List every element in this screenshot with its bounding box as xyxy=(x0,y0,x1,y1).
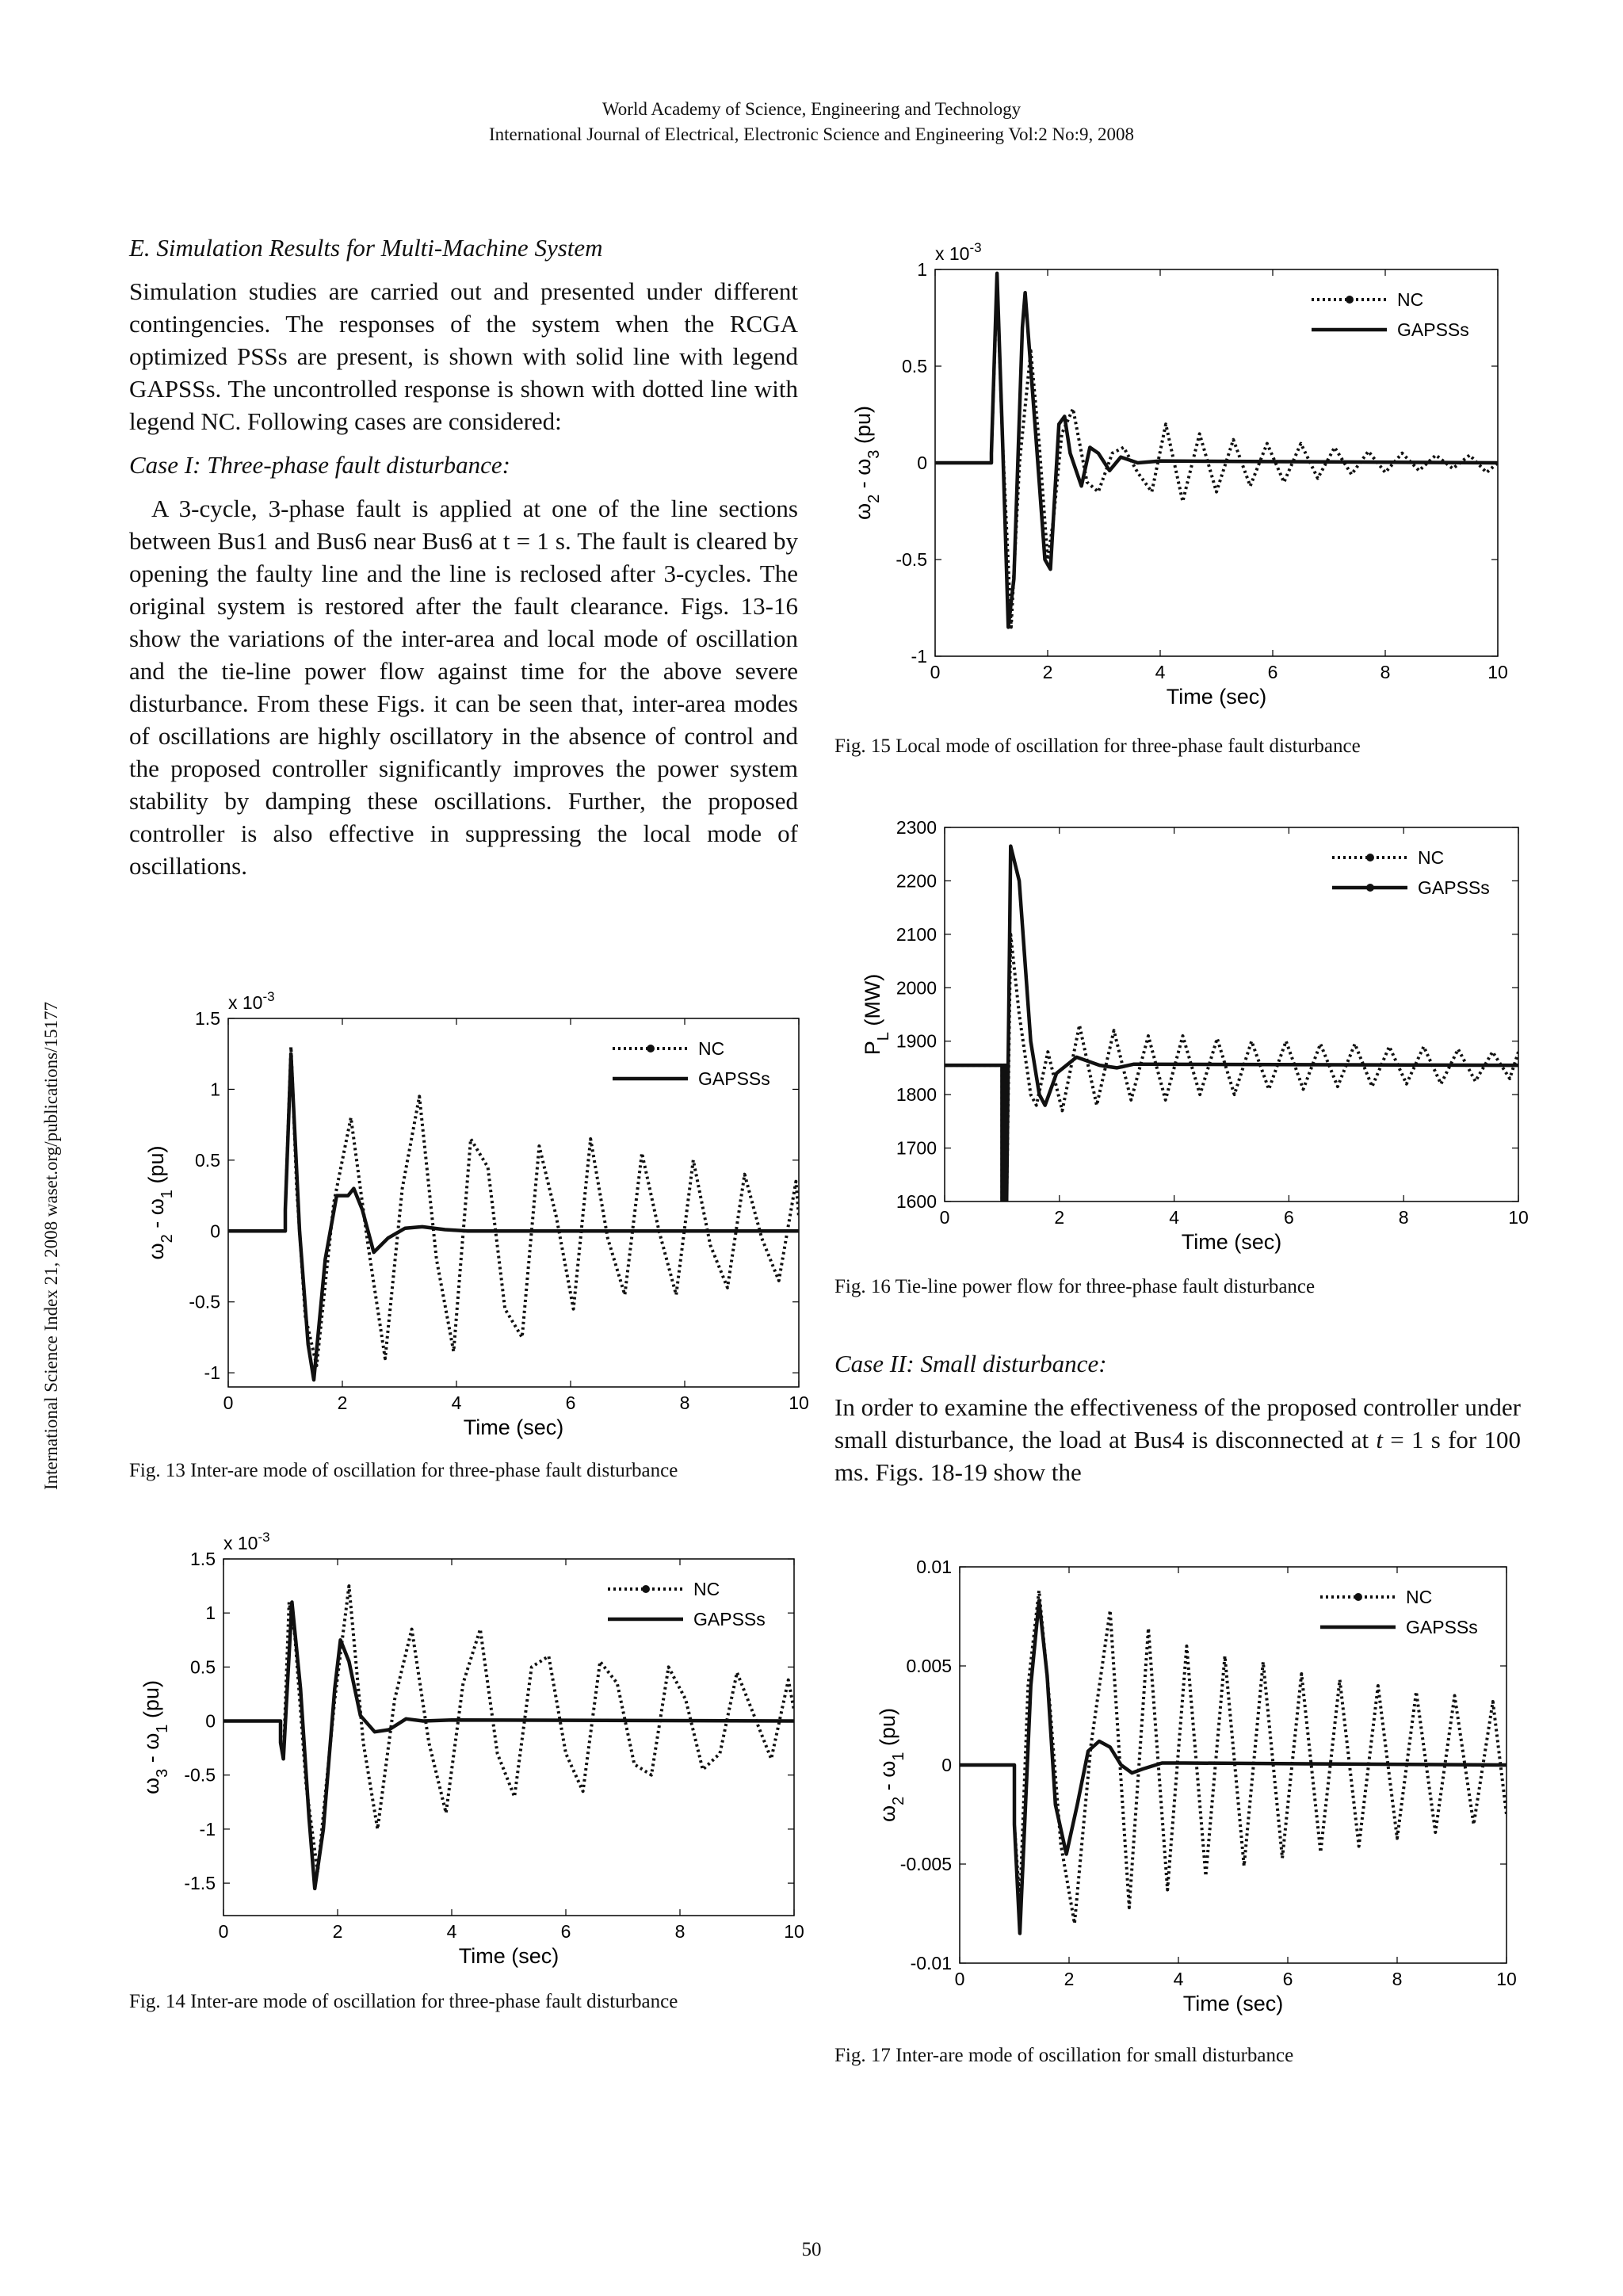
x-tick-label: 2 xyxy=(337,1392,348,1413)
y-tick-label: -1.5 xyxy=(184,1873,216,1894)
case2-heading: Case II: Small disturbance: xyxy=(834,1350,1107,1377)
legend-marker xyxy=(1366,854,1374,861)
y-axis-label: $\omega_2 - \omega_1$ (pu) xyxy=(876,1708,907,1822)
x-tick-label: 2 xyxy=(1054,1207,1065,1228)
y-tick-label: 2100 xyxy=(896,923,937,945)
figure-15-caption: Fig. 15 Local mode of oscillation for three-phase fault disturbance xyxy=(834,735,1361,757)
legend-label-gapsss: GAPSSs xyxy=(1406,1617,1478,1637)
series-line-nc xyxy=(228,1047,799,1366)
x-tick-label: 4 xyxy=(1173,1969,1184,1989)
series-line-gapsss xyxy=(960,1601,1507,1934)
right-column-text xyxy=(834,1347,1521,1499)
figure-16-chart xyxy=(846,810,1529,1274)
y-axis-label: $\omega_3 - \omega_1$ (pu) xyxy=(139,1680,171,1794)
series-line-gapsss xyxy=(228,1054,799,1380)
x-axis-label: Time (sec) xyxy=(1166,685,1267,709)
exponent-label: x $10^{-3}$ xyxy=(935,240,982,264)
y-tick-label: 1.5 xyxy=(190,1549,216,1569)
x-tick-label: 4 xyxy=(451,1392,462,1413)
x-tick-label: 8 xyxy=(679,1392,690,1413)
figure-13-chart xyxy=(135,979,808,1458)
y-tick-label: 1 xyxy=(205,1603,216,1624)
figure-13-caption: Fig. 13 Inter-are mode of oscillation for three-phase fault disturbance xyxy=(129,1460,678,1481)
x-tick-label: 6 xyxy=(560,1921,571,1942)
y-tick-label: 1600 xyxy=(896,1191,937,1212)
x-tick-label: 6 xyxy=(565,1392,576,1413)
figure-14-chart xyxy=(135,1526,808,1989)
figure-17-caption: Fig. 17 Inter-are mode of oscillation for small disturbance xyxy=(834,2045,1294,2066)
legend-marker xyxy=(647,1045,655,1052)
y-tick-label: 0 xyxy=(917,453,927,473)
x-tick-label: 10 xyxy=(1508,1207,1529,1228)
x-tick-label: 4 xyxy=(1169,1207,1179,1228)
fig16-svg xyxy=(846,810,1529,1274)
x-tick-label: 10 xyxy=(1487,662,1508,682)
y-axis-label: $P_L$ (MW) xyxy=(861,973,892,1056)
exponent-label: x $10^{-3}$ xyxy=(228,989,275,1013)
y-axis-label: $\omega_2 - \omega_3$ (pu) xyxy=(851,406,883,520)
header-line-2: International Journal of Electrical, Electronic Science and Engineering Vol:2 No:9, 2008 xyxy=(488,124,1135,144)
legend-label-nc: NC xyxy=(1397,289,1424,310)
y-tick-label: 2000 xyxy=(896,977,937,999)
left-column-text xyxy=(129,231,798,893)
x-tick-label: 10 xyxy=(784,1921,804,1942)
x-axis-label: Time (sec) xyxy=(1182,1992,1284,2015)
x-tick-label: 6 xyxy=(1267,662,1278,682)
y-tick-label: 1 xyxy=(917,259,927,280)
section-heading: E. Simulation Results for Multi-Machine System xyxy=(129,234,603,262)
legend-label-gapsss: GAPSSs xyxy=(698,1068,770,1089)
x-tick-label: 8 xyxy=(1392,1969,1403,1989)
y-tick-label: -1 xyxy=(911,646,927,667)
y-tick-label: -0.01 xyxy=(910,1953,952,1973)
header-line-1: World Academy of Science, Engineering and Technology xyxy=(601,99,1022,119)
x-tick-label: 0 xyxy=(223,1392,234,1413)
y-tick-label: -1 xyxy=(204,1362,220,1384)
y-tick-label: 0.5 xyxy=(190,1656,216,1678)
legend-marker xyxy=(1366,884,1374,892)
x-tick-label: 0 xyxy=(930,662,941,682)
figure-14-caption: Fig. 14 Inter-are mode of oscillation for three-phase fault disturbance xyxy=(129,1991,678,2012)
series-line-gapsss xyxy=(945,846,1518,1201)
y-tick-label: 0 xyxy=(210,1221,220,1242)
y-tick-label: 1.5 xyxy=(195,1008,220,1029)
y-tick-label: 0.5 xyxy=(902,356,927,376)
x-tick-label: 4 xyxy=(446,1921,457,1942)
legend-label-gapsss: GAPSSs xyxy=(693,1609,766,1629)
series-line-gapsss xyxy=(223,1603,794,1889)
x-tick-label: 10 xyxy=(789,1392,809,1413)
exponent-label: x $10^{-3}$ xyxy=(223,1530,270,1553)
case1-heading: Case I: Three-phase fault disturbance: xyxy=(129,451,510,479)
x-tick-label: 2 xyxy=(1042,662,1053,682)
intro-paragraph: Simulation studies are carried out and presented under different contingencies. The responses of the system when the RCGA optimized PSSs are present, is shown with solid line with legend GAPSSs. The uncontrolled response is shown with dotted line with legend NC. Following cases are considered: xyxy=(129,277,798,435)
y-tick-label: 1900 xyxy=(896,1030,937,1052)
y-tick-label: -0.5 xyxy=(896,549,927,570)
side-index-note: International Science Index 21, 2008 waset.org/publications/15177 xyxy=(41,1002,61,1490)
y-tick-label: 1 xyxy=(210,1079,220,1100)
y-tick-label: -0.005 xyxy=(899,1854,952,1874)
x-tick-label: 6 xyxy=(1282,1969,1293,1989)
y-tick-label: -1 xyxy=(199,1818,216,1839)
x-tick-label: 0 xyxy=(954,1969,965,1989)
y-tick-label: 2300 xyxy=(896,817,937,838)
series-line-nc xyxy=(945,934,1518,1201)
fig17-svg xyxy=(846,1549,1520,2041)
y-tick-label: -0.5 xyxy=(184,1764,216,1786)
case1-paragraph: A 3-cycle, 3-phase fault is applied at one of the line sections between Bus1 and Bus6 near Bus6 at t = 1 s. The fault is cleared by opening the faulty line and the line is reclosed after 3-cycles. The original system is restored after the fault clearance. Figs. 13-16 show the variations of the inter-area and local mode of oscillation and the tie-line power flow against time for the above severe disturbance. From these Figs. it can be seen that, inter-area modes of oscillations are highly oscillatory in the absence of control and the proposed controller significantly improves the power system stability by damping these oscillations. Further, the proposed controller is also effective in suppressing the local mode of oscillations. xyxy=(129,495,798,880)
x-tick-label: 8 xyxy=(1398,1207,1409,1228)
fig15-svg xyxy=(846,231,1512,731)
fig13-svg xyxy=(135,979,808,1458)
legend-label-nc: NC xyxy=(693,1579,720,1599)
y-tick-label: 1700 xyxy=(896,1137,937,1159)
y-tick-label: 0 xyxy=(941,1755,952,1775)
y-tick-label: 2200 xyxy=(896,870,937,892)
legend-marker xyxy=(642,1585,650,1593)
x-axis-label: Time (sec) xyxy=(458,1944,559,1968)
x-tick-label: 10 xyxy=(1496,1969,1517,1989)
y-tick-label: 0.01 xyxy=(916,1557,952,1577)
legend-label-gapsss: GAPSSs xyxy=(1418,877,1490,898)
y-tick-label: 0.005 xyxy=(906,1656,952,1676)
legend-label-nc: NC xyxy=(1406,1587,1433,1607)
x-tick-label: 6 xyxy=(1284,1207,1294,1228)
legend-label-nc: NC xyxy=(698,1038,725,1059)
fig14-svg xyxy=(135,1526,808,1989)
y-axis-label: $\omega_2 - \omega_1$ (pu) xyxy=(144,1145,176,1260)
x-axis-label: Time (sec) xyxy=(1181,1230,1282,1254)
y-tick-label: -0.5 xyxy=(189,1291,220,1312)
legend-label-nc: NC xyxy=(1418,847,1445,868)
x-tick-label: 2 xyxy=(1064,1969,1075,1989)
figure-15-chart xyxy=(846,231,1512,731)
y-tick-label: 0.5 xyxy=(195,1149,220,1171)
x-tick-label: 8 xyxy=(1380,662,1391,682)
legend-label-gapsss: GAPSSs xyxy=(1397,319,1469,340)
figure-17-chart xyxy=(846,1549,1520,2041)
case2-paragraph: In order to examine the effectiveness of the proposed controller under small disturbance, the load at Bus4 is disconnected at t = 1 s for 100 ms. Figs. 18-19 show the xyxy=(834,1393,1521,1486)
x-tick-label: 2 xyxy=(332,1921,343,1942)
x-tick-label: 0 xyxy=(218,1921,229,1942)
x-axis-label: Time (sec) xyxy=(463,1415,564,1439)
y-tick-label: 1800 xyxy=(896,1084,937,1106)
running-header xyxy=(0,97,1623,147)
page-number: 50 xyxy=(801,2239,822,2260)
legend-marker xyxy=(1346,296,1354,304)
legend-marker xyxy=(1354,1593,1362,1601)
y-tick-label: 0 xyxy=(205,1710,216,1732)
figure-16-caption: Fig. 16 Tie-line power flow for three-phase fault disturbance xyxy=(834,1276,1316,1297)
x-tick-label: 0 xyxy=(939,1207,950,1228)
x-tick-label: 4 xyxy=(1155,662,1166,682)
x-tick-label: 8 xyxy=(674,1921,685,1942)
